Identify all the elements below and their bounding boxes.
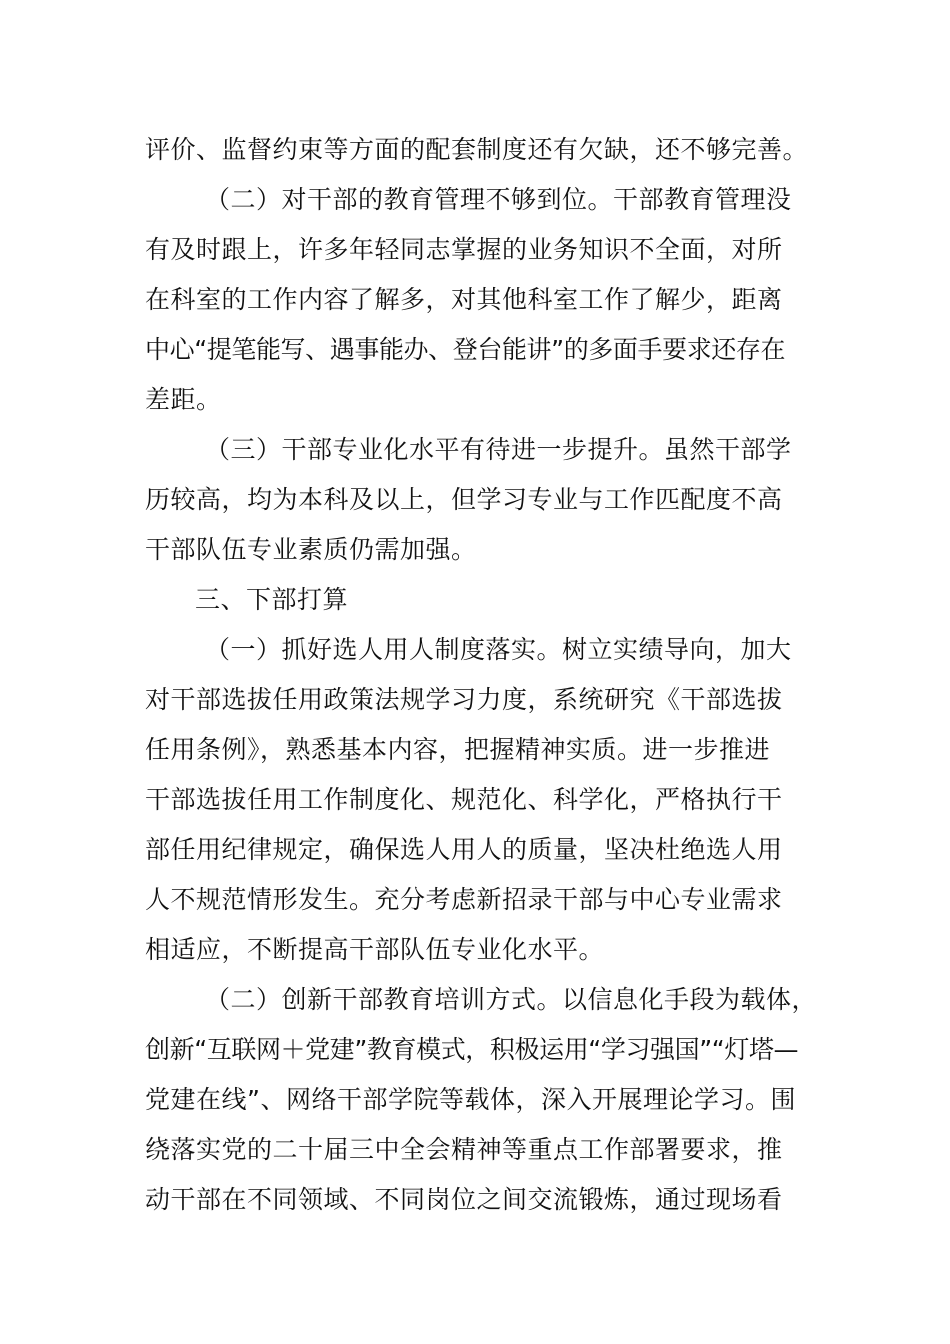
text-line: 干部选拔任用工作制度化、规范化、科学化，严格执行干: [145, 785, 783, 814]
text-line: 部任用纪律规定，确保选人用人的质量，坚决杜绝选人用: [145, 835, 783, 864]
paragraph-heading-line: （二）对干部的教育管理不够到位。干部教育管理没: [205, 185, 792, 214]
section-heading: 三、下部打算: [195, 585, 349, 614]
text-line: 绕落实党的二十届三中全会精神等重点工作部署要求，推: [145, 1135, 783, 1164]
text-line: 干部队伍专业素质仍需加强。: [145, 535, 477, 564]
text-line: 动干部在不同领域、不同岗位之间交流锻炼，通过现场看: [145, 1185, 783, 1214]
text-line: 党建在线”、网络干部学院等载体，深入开展理论学习。围: [145, 1085, 796, 1114]
text-line: 在科室的工作内容了解多，对其他科室工作了解少，距离: [145, 285, 783, 314]
text-line: 任用条例》，熟悉基本内容，把握精神实质。进一步推进: [145, 735, 771, 764]
text-line: 差距。: [145, 385, 222, 414]
text-line: 相适应，不断提高干部队伍专业化水平。: [145, 935, 605, 964]
text-line: 评价、监督约束等方面的配套制度还有欠缺，还不够完善。: [145, 135, 809, 164]
text-line: 对干部选拔任用政策法规学习力度，系统研究《干部选拔: [145, 685, 783, 714]
text-line: 人不规范情形发生。充分考虑新招录干部与中心专业需求: [145, 885, 783, 914]
text-line: 有及时跟上，许多年轻同志掌握的业务知识不全面，对所: [145, 235, 783, 264]
paragraph-heading-line: （一）抓好选人用人制度落实。树立实绩导向，加大: [205, 635, 792, 664]
text-line: 创新“互联网＋党建”教育模式，积极运用“学习强国”“灯塔—: [145, 1035, 799, 1064]
text-line: 历较高，均为本科及以上，但学习专业与工作匹配度不高: [145, 485, 783, 514]
paragraph-heading-line: （三）干部专业化水平有待进一步提升。虽然干部学: [205, 435, 792, 464]
text-line: 中心“提笔能写、遇事能办、登台能讲”的多面手要求还存在: [145, 335, 786, 364]
paragraph-heading-line: （二）创新干部教育培训方式。以信息化手段为载体，: [205, 985, 818, 1014]
